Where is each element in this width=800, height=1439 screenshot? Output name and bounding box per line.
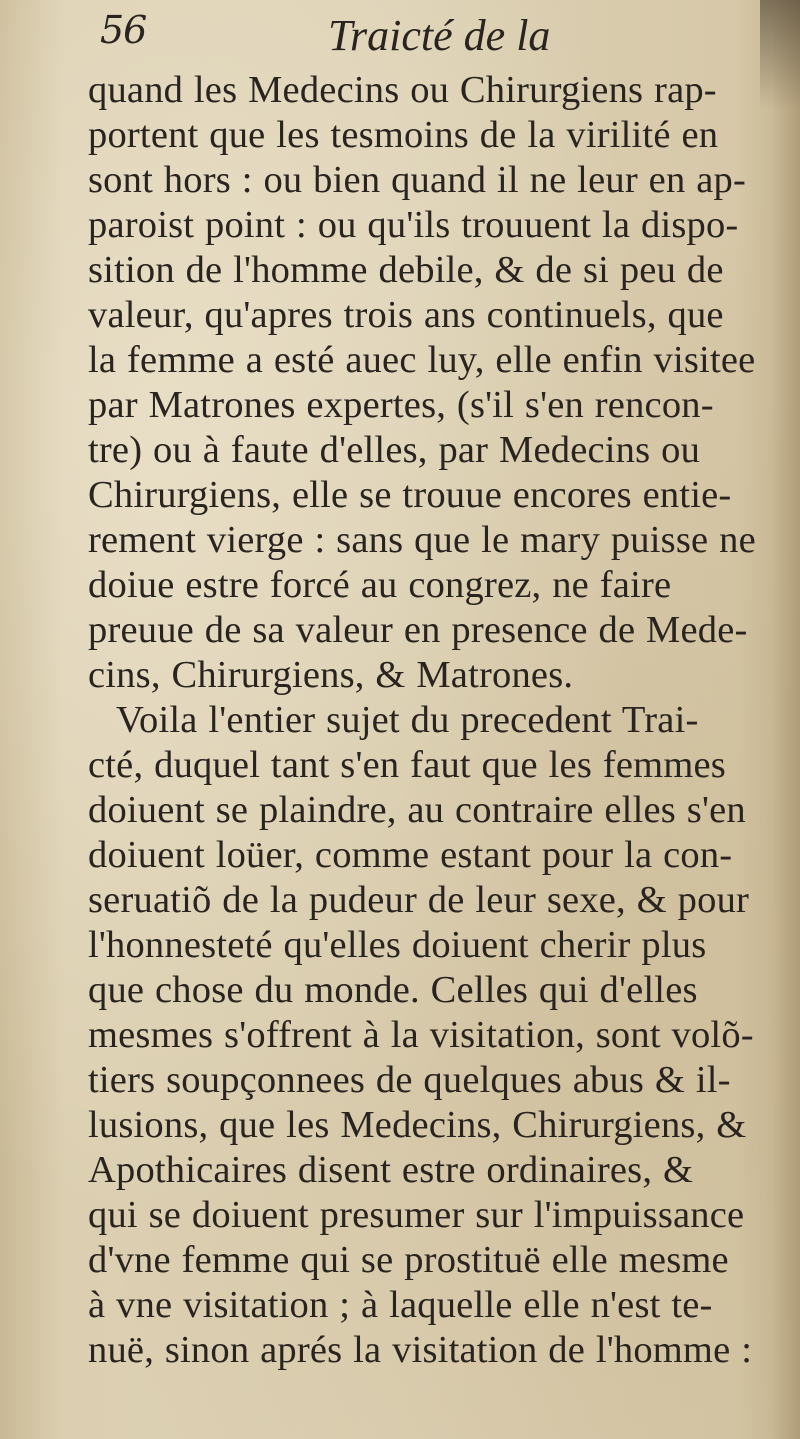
text-line: quand les Medecins ou Chirurgiens rap- — [88, 69, 717, 111]
running-title: Traicté de la — [328, 11, 551, 60]
text-line: portent que les tesmoins de la virilité en — [88, 114, 719, 156]
page-header — [100, 8, 720, 68]
text-line: d'vne femme qui se prostituë elle mesme — [88, 1239, 729, 1281]
page-number: 56 — [100, 8, 147, 52]
text-line: doiue estre forcé au congrez, ne faire — [88, 564, 672, 606]
text-line: l'honnesteté qu'elles doiuent cherir plus — [88, 924, 707, 966]
text-line: valeur, qu'apres trois ans continuels, que — [88, 294, 724, 336]
text-line: tiers soupçonnees de quelques abus & il- — [88, 1059, 731, 1101]
text-line: mesmes s'offrent à la visitation, sont volõ- — [88, 1014, 754, 1056]
text-line: Chirurgiens, elle se trouue encores entie- — [88, 474, 732, 516]
text-line: nuë, sinon aprés la visitation de l'homme : — [88, 1329, 753, 1371]
text-line: à vne visitation ; à laquelle elle n'est te- — [88, 1284, 713, 1326]
text-line: la femme a esté auec luy, elle enfin visitee — [88, 339, 756, 381]
text-line: paroist point : ou qu'ils trouuent la dispo- — [88, 204, 739, 246]
text-line: qui se doiuent presumer sur l'impuissance — [88, 1194, 745, 1236]
text-line: Voila l'entier sujet du precedent Trai- — [116, 699, 699, 741]
body-text — [88, 68, 778, 1373]
text-line: par Matrones expertes, (s'il s'en rencon- — [88, 384, 714, 426]
text-line: doiuent loüer, comme estant pour la con- — [88, 834, 733, 876]
text-line: sont hors : ou bien quand il ne leur en ap- — [88, 159, 746, 201]
text-line: rement vierge : sans que le mary puisse ne — [88, 519, 756, 561]
text-line: doiuent se plaindre, au contraire elles s'en — [88, 789, 746, 831]
text-line: que chose du monde. Celles qui d'elles — [88, 969, 698, 1011]
text-line: preuue de sa valeur en presence de Mede- — [88, 609, 748, 651]
text-line: cins, Chirurgiens, & Matrones. — [88, 654, 574, 696]
text-line: Apothicaires disent estre ordinaires, & — [88, 1149, 694, 1191]
text-line: cté, duquel tant s'en faut que les femmes — [88, 744, 726, 786]
text-line: sition de l'homme debile, & de si peu de — [88, 249, 724, 291]
text-line: tre) ou à faute d'elles, par Medecins ou — [88, 429, 701, 471]
text-line: lusions, que les Medecins, Chirurgiens, & — [88, 1104, 747, 1146]
text-line: seruatiõ de la pudeur de leur sexe, & pour — [88, 879, 750, 921]
